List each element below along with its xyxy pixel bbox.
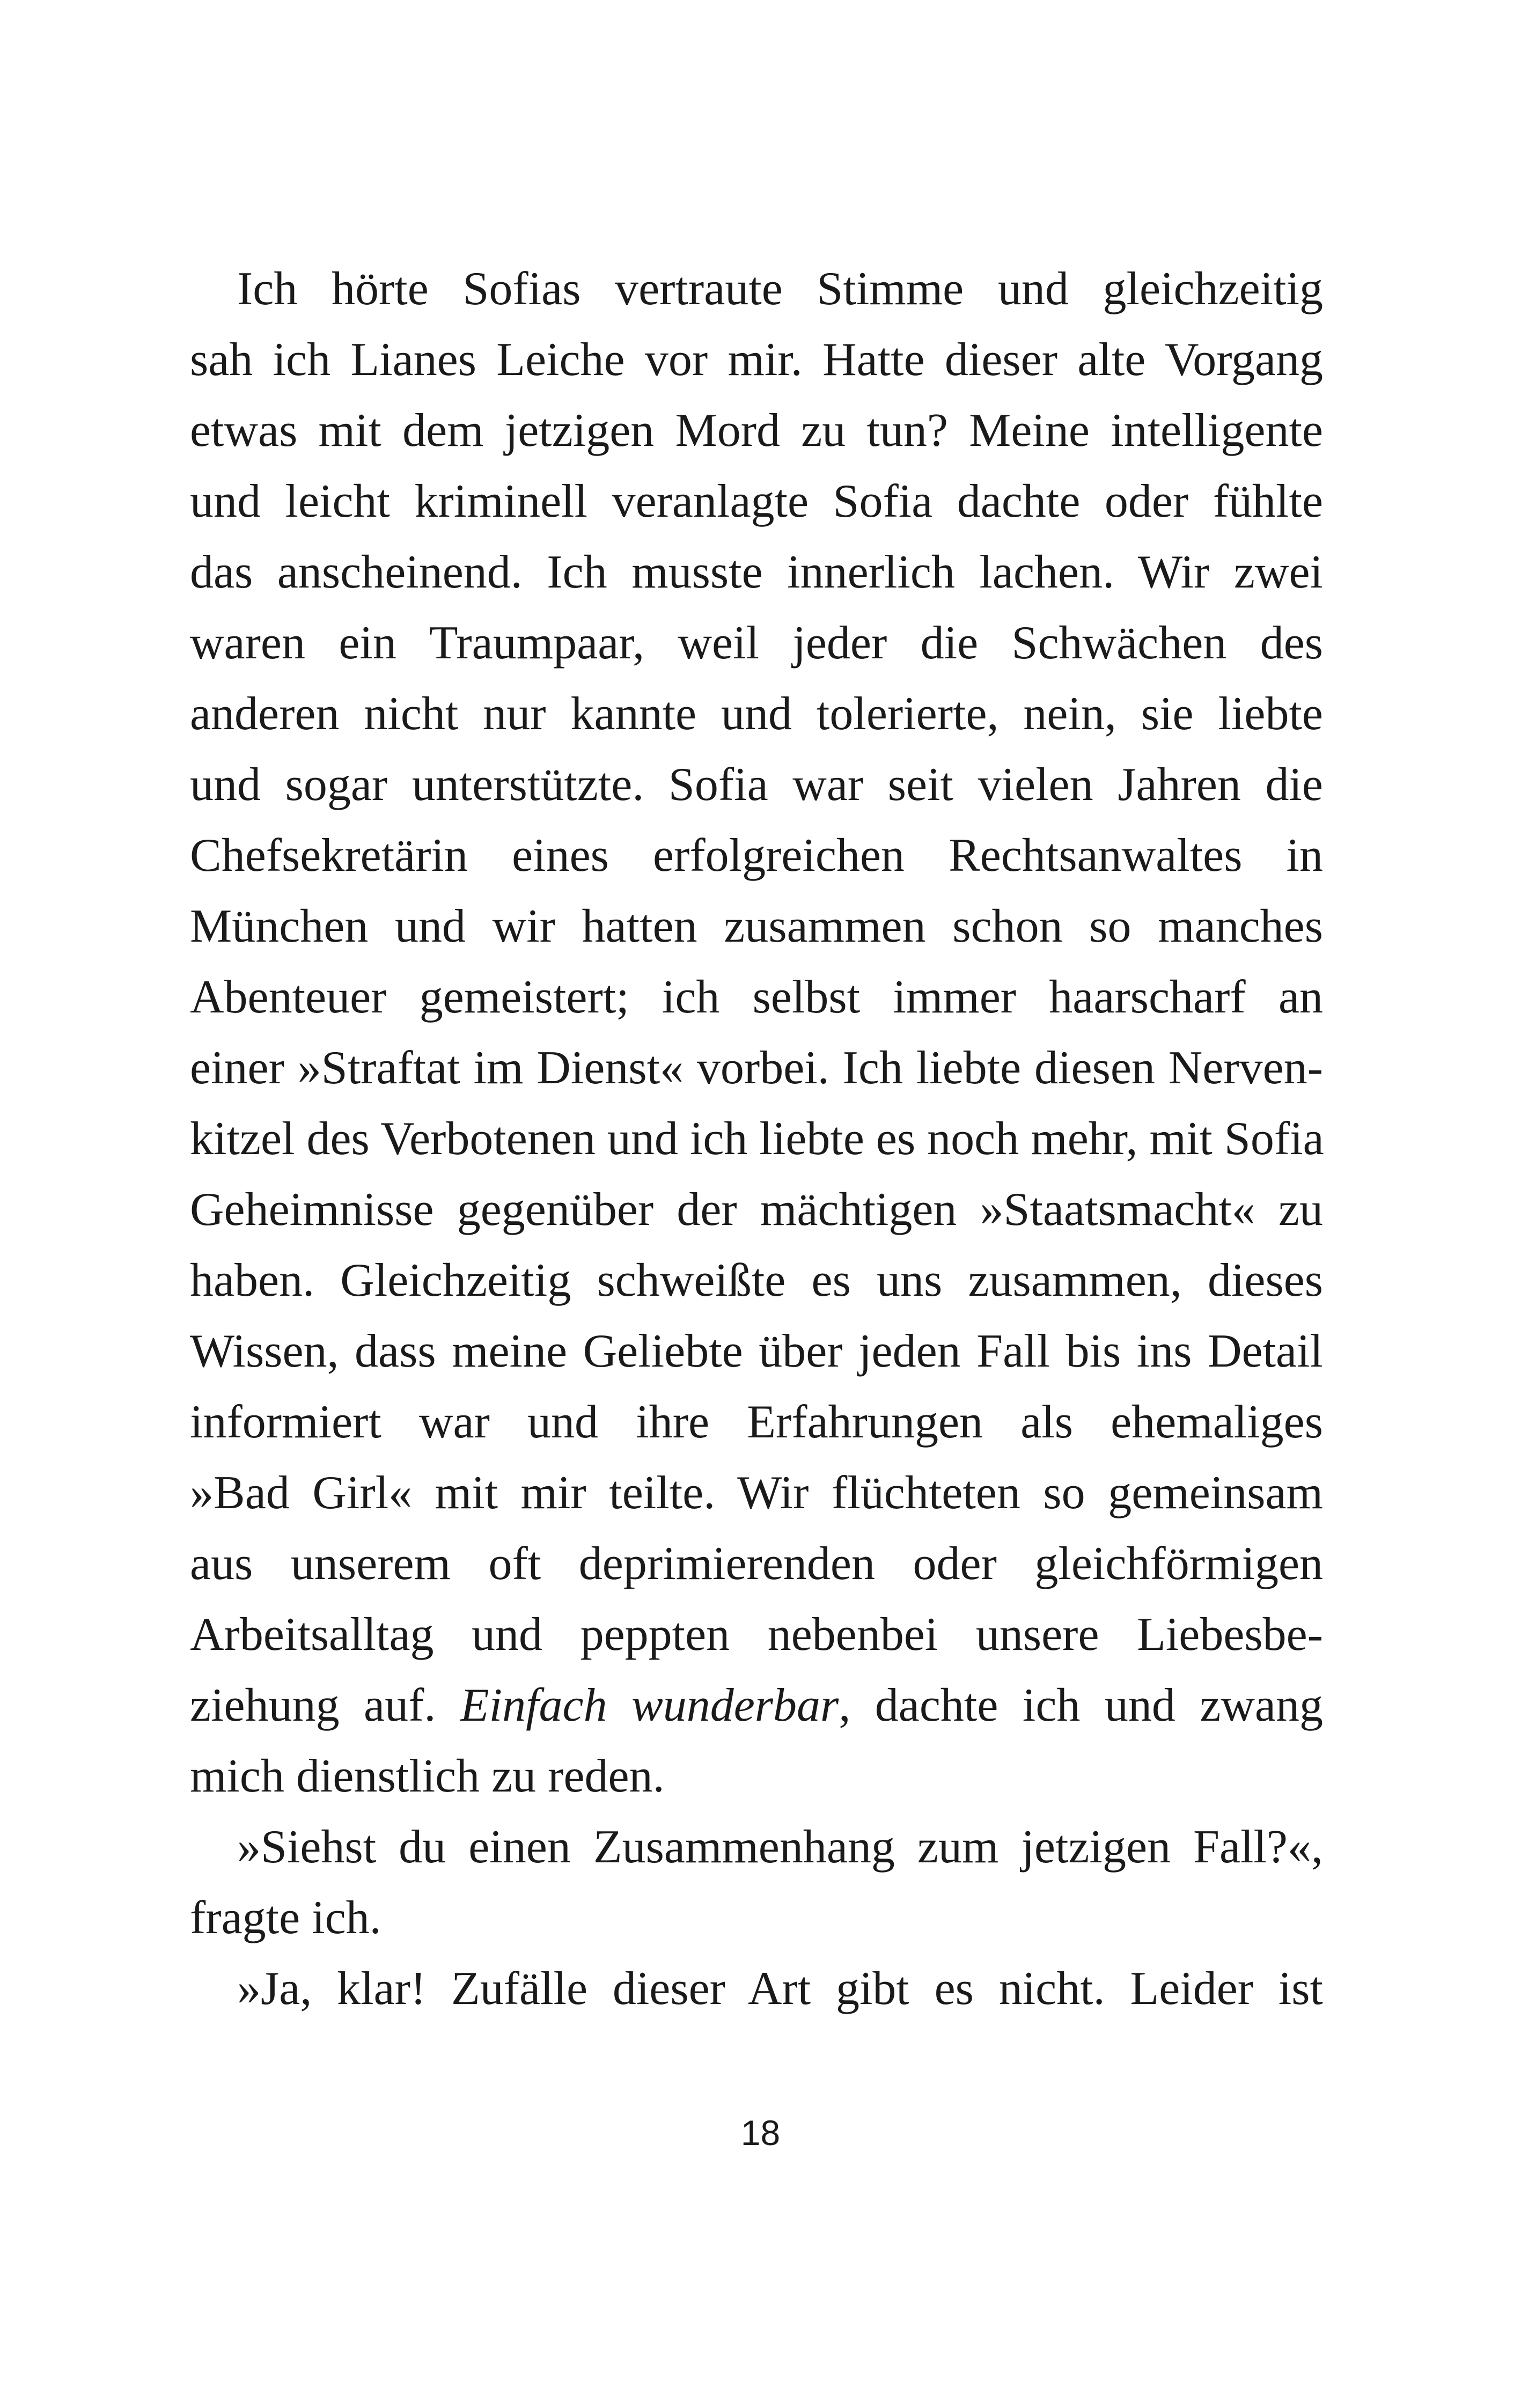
text-line: kitzel des Verbotenen und ich liebte es noch mehr, mit Sofia <box>190 1113 1324 1165</box>
text-line: »Bad Girl« mit mir teilte. Wir flüchteten so gemeinsam <box>190 1467 1323 1519</box>
text-line: einer »Straftat im Dienst« vorbei. Ich liebte diesen Nerven- <box>190 1042 1323 1094</box>
text-line: und leicht kriminell veranlagte Sofia dachte oder fühlte <box>190 475 1323 527</box>
text-line: fragte ich. <box>190 1892 381 1944</box>
page-number: 18 <box>740 2113 781 2153</box>
text-line: Wissen, dass meine Geliebte über jeden Fall bis ins Detail <box>190 1325 1323 1377</box>
text-line: das anscheinend. Ich musste innerlich lachen. Wir zwei <box>190 546 1323 598</box>
body-text <box>190 254 1323 2024</box>
text-line: und sogar unterstützte. Sofia war seit vielen Jahren die <box>190 759 1323 811</box>
text-line: Chefsekretärin eines erfolgreichen Rechtsanwaltes in <box>190 829 1323 882</box>
text-line: Abenteuer gemeistert; ich selbst immer haarscharf an <box>190 971 1323 1023</box>
text-line: Geheimnisse gegenüber der mächtigen »Staatsmacht« zu <box>190 1184 1323 1236</box>
text-line: Ich hörte Sofias vertraute Stimme und gleichzeitig <box>237 263 1323 315</box>
dialogue-line: »Ja, klar! Zufälle dieser Art gibt es nicht. Leider ist <box>237 1963 1323 2015</box>
text-line: anderen nicht nur kannte und tolerierte, nein, sie liebte <box>190 688 1323 740</box>
text-line: haben. Gleichzeitig schweißte es uns zusammen, dieses <box>190 1254 1323 1306</box>
italic-phrase: Einfach wunderbar <box>460 1679 839 1731</box>
dialogue-line: »Siehst du einen Zusammenhang zum jetzigen Fall?«, <box>237 1821 1323 1873</box>
text-line: ziehung auf. Einfach wunderbar, dachte ich und zwang <box>190 1679 1323 1731</box>
text-line: aus unserem oft deprimierenden oder gleichförmigen <box>190 1538 1323 1590</box>
text-line: mich dienstlich zu reden. <box>190 1750 665 1802</box>
text-line: etwas mit dem jetzigen Mord zu tun? Meine intelligente <box>190 405 1323 457</box>
text-line: informiert war und ihre Erfahrungen als ehemaliges <box>190 1396 1323 1448</box>
text-line: Arbeitsalltag und peppten nebenbei unsere Liebesbe- <box>190 1609 1323 1661</box>
text-line: München und wir hatten zusammen schon so manches <box>190 900 1323 952</box>
text-line: waren ein Traumpaar, weil jeder die Schwächen des <box>190 617 1323 669</box>
text-line: sah ich Lianes Leiche vor mir. Hatte dieser alte Vorgang <box>190 334 1323 386</box>
